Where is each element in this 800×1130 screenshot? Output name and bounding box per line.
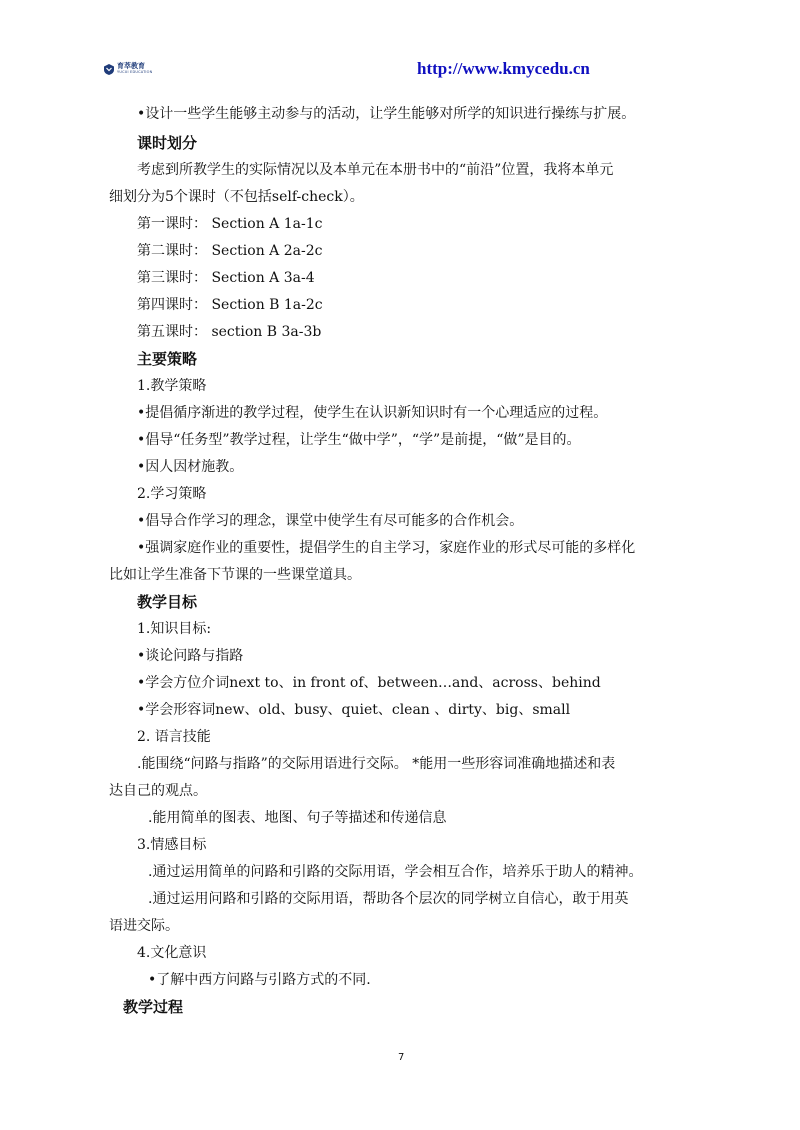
lesson-item: 第四课时： Section B 1a-2c	[137, 297, 323, 313]
paragraph-line: .通过运用问路和引路的交际用语，帮助各个层次的同学树立自信心，敢于用英	[148, 891, 629, 907]
bullet-item: •提倡循序渐进的教学过程，使学生在认识新知识时有一个心理适应的过程。	[137, 405, 608, 421]
header-url[interactable]: http://www.kmycedu.cn	[417, 59, 590, 78]
heading-teaching-goals: 教学目标	[137, 593, 198, 611]
logo-text: 育萃教育	[117, 62, 145, 70]
paragraph-line: 细划分为5个课时（不包括self-check）。	[109, 189, 364, 205]
header-logo	[104, 62, 153, 78]
paragraph-line: .通过运用简单的问路和引路的交际用语，学会相互合作，培养乐于助人的精神。	[148, 864, 643, 880]
subheading: 1.知识目标:	[137, 621, 212, 637]
logo-emblem-icon	[104, 64, 114, 75]
bullet-item: •因人因材施教。	[137, 459, 244, 475]
heading-teaching-process: 教学过程	[123, 998, 184, 1016]
paragraph-line: 比如让学生准备下节课的一些课堂道具。	[109, 567, 361, 583]
paragraph-line: .能围绕“问路与指路”的交际用语进行交际。 *能用一些形容词准确地描述和表	[137, 756, 616, 772]
bullet-item: •强调家庭作业的重要性，提倡学生的自主学习，家庭作业的形式尽可能的多样化	[137, 540, 636, 556]
subheading: 1.教学策略	[137, 378, 207, 394]
paragraph-line: .能用简单的图表、地图、句子等描述和传递信息	[148, 810, 447, 826]
paragraph-line: 达自己的观点。	[109, 783, 207, 799]
lesson-item: 第二课时： Section A 2a-2c	[137, 243, 323, 259]
paragraph-line: 语进交际。	[109, 918, 179, 934]
logo-subtext: YUCUI EDUCATION	[117, 70, 153, 74]
subheading: 2.学习策略	[137, 486, 207, 502]
page-number: 7	[398, 1052, 405, 1063]
lesson-item: 第三课时： Section A 3a-4	[137, 270, 315, 286]
bullet-item: •了解中西方问路与引路方式的不同.	[148, 972, 371, 988]
heading-lesson-division: 课时划分	[137, 134, 198, 152]
bullet-item: •学会形容词new、old、busy、quiet、clean 、dirty、big、small	[137, 702, 571, 718]
subheading: 3.情感目标	[137, 837, 207, 853]
bullet-item: •倡导“任务型”教学过程，让学生“做中学”，“学”是前提，“做”是目的。	[137, 432, 581, 448]
activity-bullet: •设计一些学生能够主动参与的活动，让学生能够对所学的知识进行操练与扩展。	[137, 106, 636, 122]
heading-main-strategies: 主要策略	[137, 350, 198, 368]
bullet-item: •倡导合作学习的理念，课堂中使学生有尽可能多的合作机会。	[137, 513, 524, 529]
bullet-item: •谈论问路与指路	[137, 648, 244, 664]
paragraph-line: 考虑到所教学生的实际情况以及本单元在本册书中的“前沿”位置，我将本单元	[137, 162, 614, 178]
lesson-item: 第五课时： section B 3a-3b	[137, 324, 322, 340]
subheading: 2. 语言技能	[137, 729, 211, 745]
subheading: 4.文化意识	[137, 945, 207, 961]
lesson-item: 第一课时： Section A 1a-1c	[137, 216, 323, 232]
bullet-item: •学会方位介词next to、in front of、between…and、across、behind	[137, 675, 601, 691]
